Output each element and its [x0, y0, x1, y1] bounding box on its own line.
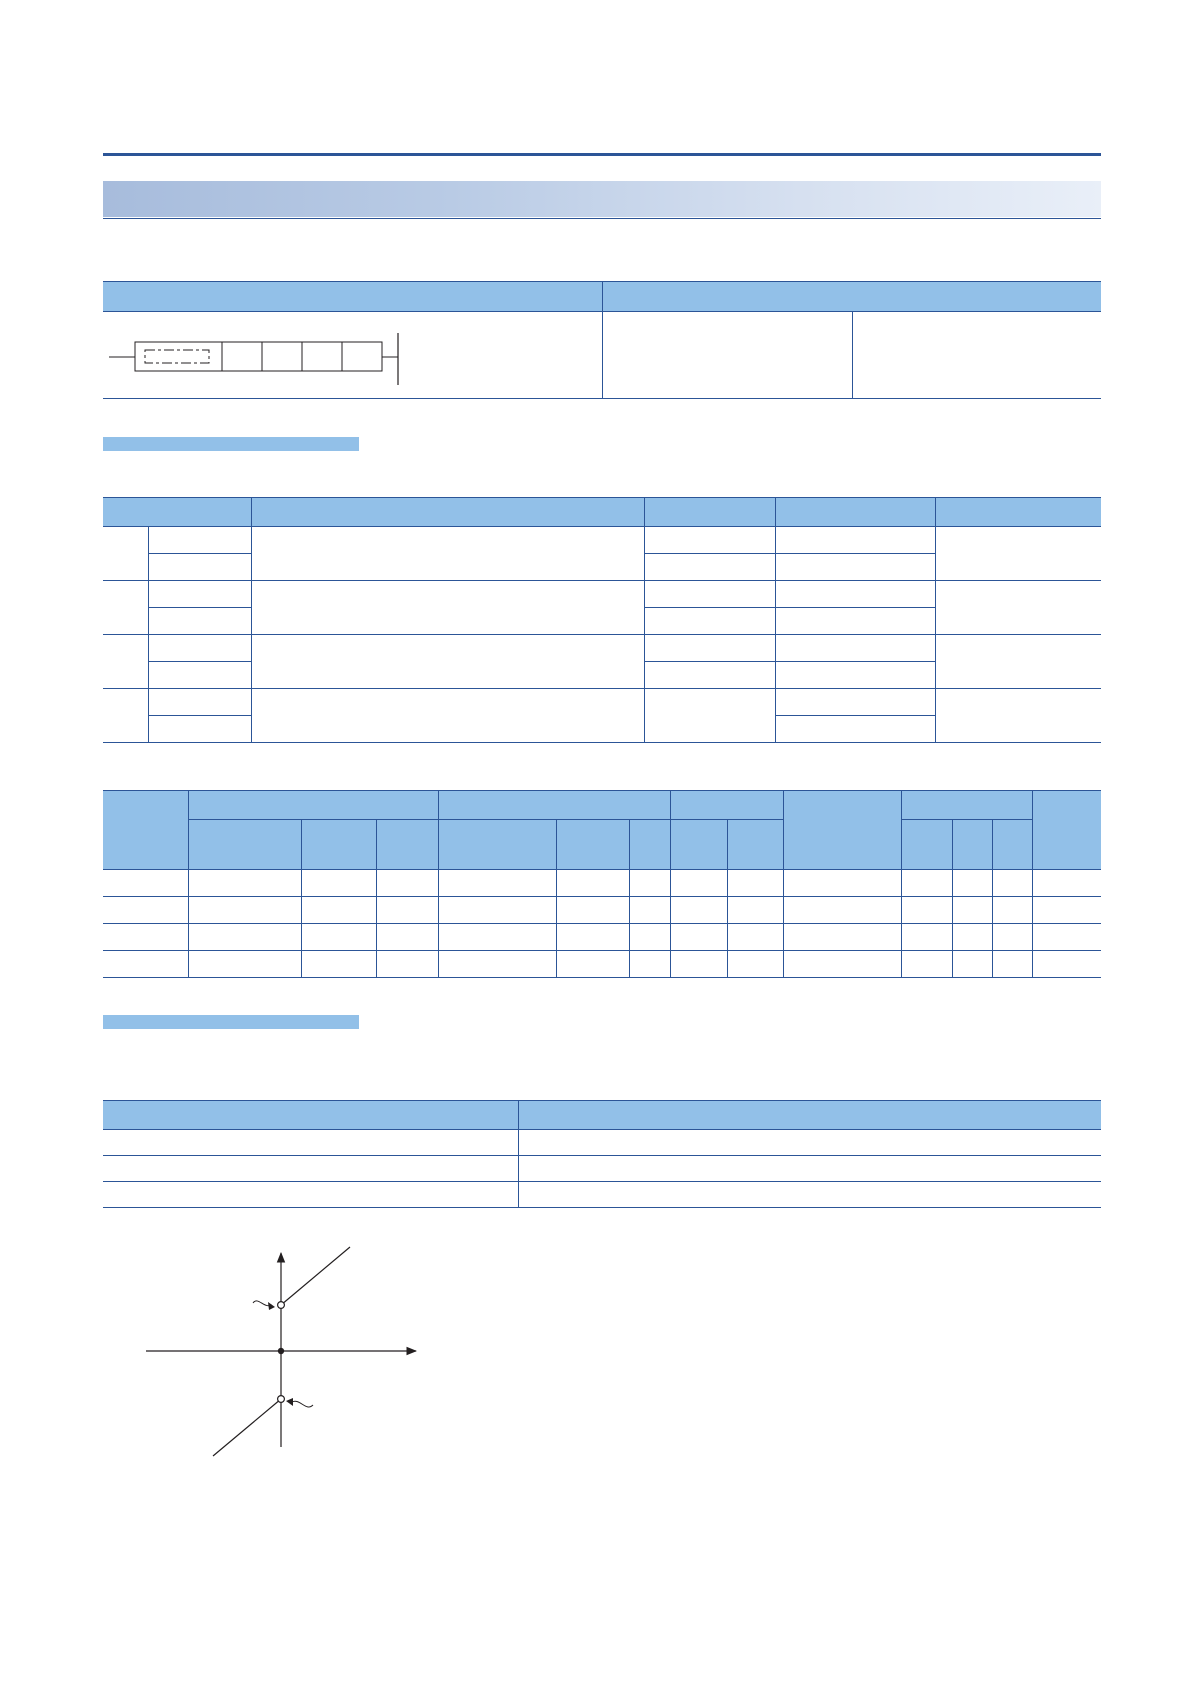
- negative-leader-line: [292, 1401, 313, 1407]
- positive-intercept-point: [278, 1302, 285, 1309]
- negative-leader-arrow: [286, 1398, 293, 1406]
- origin-point: [278, 1348, 284, 1354]
- negative-intercept-point: [278, 1396, 285, 1403]
- positive-leader-arrow: [268, 1302, 275, 1310]
- positive-line: [281, 1247, 350, 1305]
- negative-line: [213, 1399, 281, 1456]
